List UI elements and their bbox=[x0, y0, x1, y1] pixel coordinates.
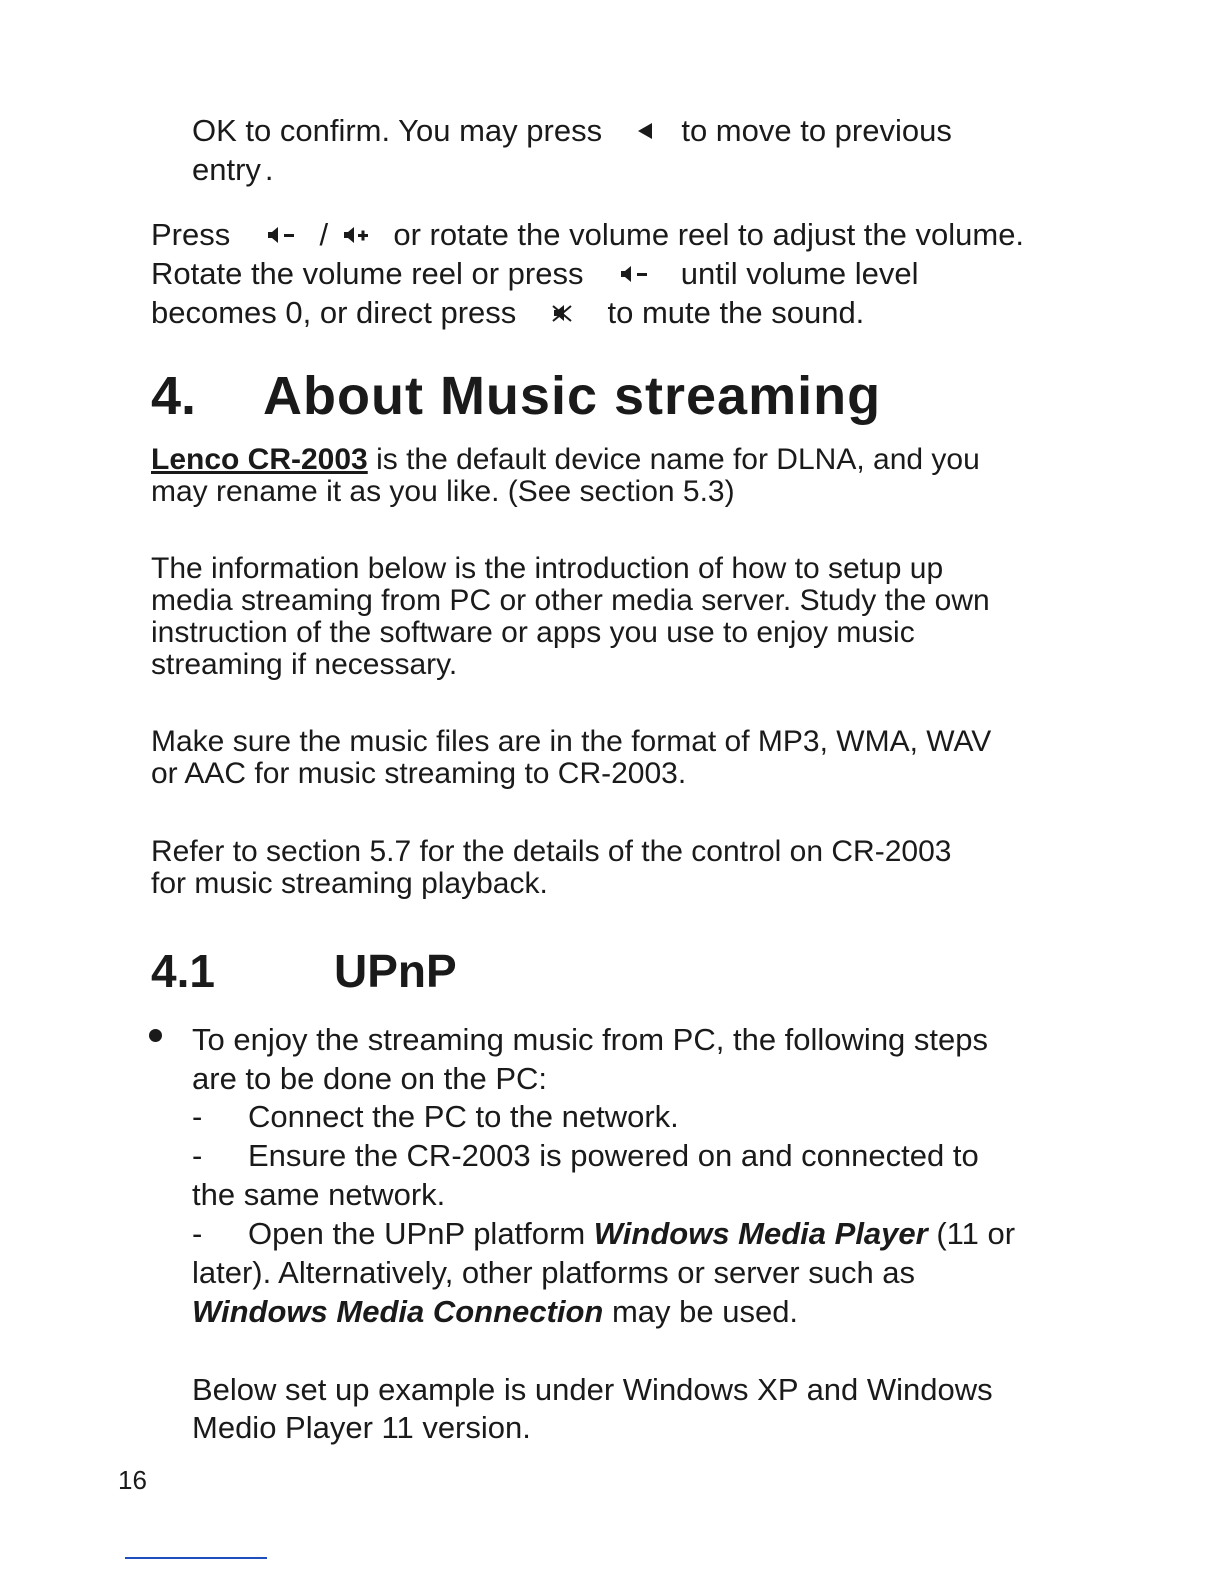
volume-text: or rotate the volume reel to adjust the volume. bbox=[393, 217, 1025, 252]
section-4-1-title: UPnP bbox=[334, 945, 457, 997]
volume-line-3 bbox=[151, 293, 864, 332]
volume-slash: / bbox=[319, 217, 329, 252]
step-text: Ensure the CR-2003 is powered on and connected to bbox=[248, 1138, 979, 1173]
intro-text: entry bbox=[192, 152, 261, 187]
paragraph-device-name bbox=[151, 444, 980, 476]
intro-text: OK to confirm. You may press bbox=[192, 113, 603, 148]
volume-text: becomes 0, or direct press bbox=[151, 295, 517, 330]
dash: - bbox=[192, 1099, 203, 1134]
paragraph-info-line-1: The information below is the introduction of how to setup up bbox=[151, 552, 944, 585]
step-open-line-3 bbox=[192, 1292, 798, 1331]
paragraph-format-line-2: or AAC for music streaming to CR-2003. bbox=[151, 757, 687, 790]
intro-text: . bbox=[264, 152, 274, 187]
below-line-2: Medio Player 11 version. bbox=[192, 1410, 531, 1445]
paragraph-info-line-4: streaming if necessary. bbox=[151, 648, 458, 681]
section-4-number: 4. bbox=[151, 366, 197, 426]
volume-line-2 bbox=[151, 254, 919, 293]
device-name-link: Lenco CR-2003 bbox=[151, 443, 368, 476]
paragraph-format-line-1: Make sure the music files are in the format of MP3, WMA, WAV bbox=[151, 725, 992, 758]
bullet-dot bbox=[149, 1029, 162, 1042]
step-open-line-2: later). Alternatively, other platforms or server such as bbox=[192, 1255, 916, 1290]
intro-line-1 bbox=[192, 111, 952, 150]
dash: - bbox=[192, 1138, 203, 1173]
step-ensure-line-1 bbox=[192, 1136, 979, 1175]
bullet-line-1: To enjoy the streaming music from PC, the following steps bbox=[192, 1022, 989, 1057]
paragraph-text: is the default device name for DLNA, and you bbox=[367, 443, 980, 476]
volume-line-1 bbox=[151, 215, 1024, 254]
step-text: (11 or bbox=[927, 1216, 1016, 1251]
left-triangle-icon bbox=[637, 122, 653, 140]
step-open-line-1 bbox=[192, 1214, 1015, 1253]
paragraph-info-line-3: instruction of the software or apps you use to enjoy music bbox=[151, 616, 915, 649]
page-number: 16 bbox=[118, 1465, 147, 1495]
step-text: may be used. bbox=[603, 1294, 799, 1329]
below-line-1: Below set up example is under Windows XP and Windows bbox=[192, 1372, 993, 1407]
step-text: Open the UPnP platform bbox=[248, 1216, 594, 1251]
volume-down-icon bbox=[267, 225, 297, 245]
dash: - bbox=[192, 1216, 203, 1251]
volume-text: until volume level bbox=[680, 256, 919, 291]
intro-text: to move to previous bbox=[681, 113, 952, 148]
paragraph-device-name-line-2: may rename it as you like. (See section 5.3) bbox=[151, 475, 735, 508]
paragraph-info-line-2: media streaming from PC or other media server. Study the own bbox=[151, 584, 990, 617]
footer-rule bbox=[125, 1557, 267, 1559]
intro-line-2 bbox=[192, 150, 274, 189]
step-text: Connect the PC to the network. bbox=[248, 1099, 679, 1134]
section-4-1-number: 4.1 bbox=[151, 945, 215, 997]
volume-up-icon bbox=[343, 225, 371, 245]
step-connect bbox=[192, 1097, 679, 1136]
volume-text: Press bbox=[151, 217, 231, 252]
paragraph-refer-line-1: Refer to section 5.7 for the details of the control on CR-2003 bbox=[151, 835, 952, 868]
step-ensure-line-2: the same network. bbox=[192, 1177, 446, 1212]
bullet-line-2: are to be done on the PC: bbox=[192, 1061, 548, 1096]
paragraph-refer-line-2: for music streaming playback. bbox=[151, 867, 548, 900]
section-4-title: About Music streaming bbox=[263, 366, 882, 426]
wmc-name: Windows Media Connection bbox=[192, 1294, 604, 1329]
volume-down-icon bbox=[620, 264, 650, 284]
mute-icon bbox=[551, 303, 573, 323]
wmp-name: Windows Media Player bbox=[593, 1216, 928, 1251]
volume-text: Rotate the volume reel or press bbox=[151, 256, 584, 291]
volume-text: to mute the sound. bbox=[607, 295, 865, 330]
